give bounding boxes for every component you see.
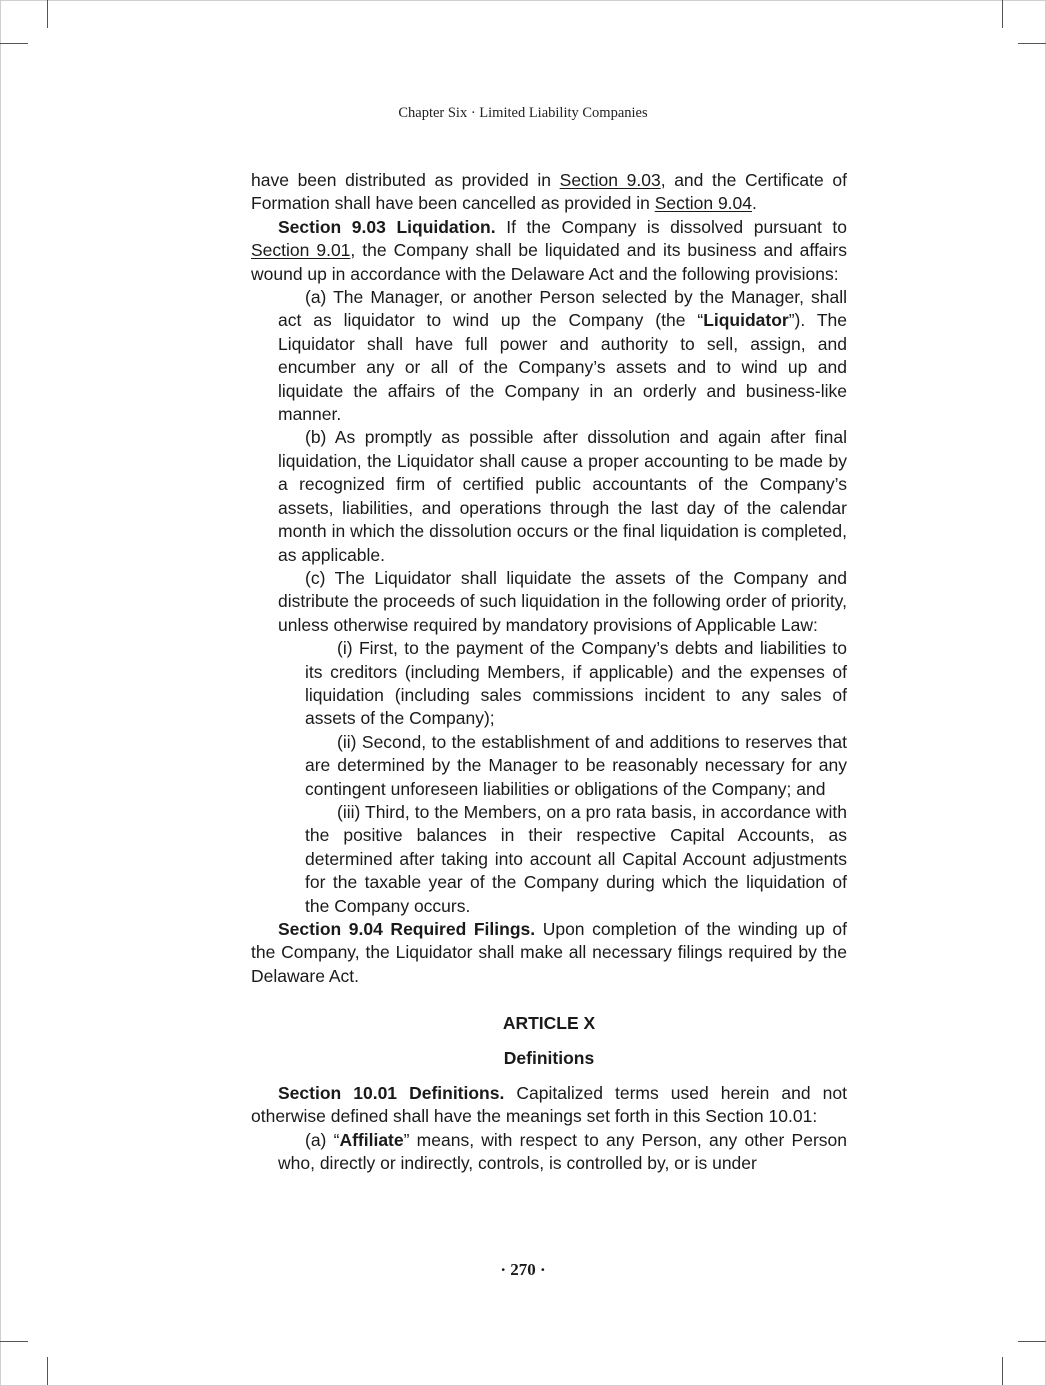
text: ”). The Liquidator shall have full power and authority to sell, assign, and encumber any or all of the Company’s assets and to wind up and liquidate the affairs of the Company in an orderly and business-like manner. <box>278 310 847 425</box>
text: (a) The Manager, or another Person selected by the Manager, shall act as liquidator to wind up the Company (the “ <box>278 287 847 331</box>
crop-mark <box>0 43 28 44</box>
defined-term: Affiliate <box>339 1129 404 1150</box>
text: , and the Certificate of Formation shall have been cancelled as provided in <box>251 170 847 214</box>
running-head: Chapter Six · Limited Liability Companies <box>398 105 648 121</box>
text: Upon completion of the winding up of the Company, the Liquidator shall make all necessary filings required by the Delaware Act. <box>251 919 848 986</box>
page-body <box>251 169 847 1176</box>
section-link-9-03[interactable]: Section 9.03 <box>559 170 661 190</box>
text: If the Company is dissolved pursuant to <box>495 216 848 237</box>
clause-a <box>278 286 847 426</box>
definition-affiliate <box>278 1129 847 1176</box>
defined-term: Liquidator <box>703 310 789 331</box>
text: , the Company shall be liquidated and its business and affairs wound up in accordance with the Delaware Act and the following provisions: <box>251 240 848 284</box>
text: ” means, with respect to any Person, any other Person who, directly or indirectly, controls, is controlled by, or is under <box>278 1129 847 1174</box>
section-heading: Section 10.01 Definitions. <box>278 1083 505 1104</box>
paragraph-continuation <box>251 169 847 216</box>
clause-iii: (iii) Third, to the Members, on a pro rata basis, in accordance with the positive balances in their respective Capital Accounts, as determined after taking into account all Capital Account adjustments for the taxable year of the Company during which the liquidation of the Company occurs. <box>305 801 847 916</box>
clause-ii: (ii) Second, to the establishment of and additions to reserves that are determined by the Manager to be reasonably necessary for any contingent unforeseen liabilities or obligations of the Company; and <box>305 731 847 799</box>
clause-b: (b) As promptly as possible after dissolution and again after final liquidation, the Liquidator shall cause a proper accounting to be made by a recognized firm of certified public accountants of the Company’s assets, liabilities, and operations through the last day of the calendar month in which the dissolution occurs or the final liquidation is completed, as applicable. <box>278 427 847 565</box>
crop-mark <box>1018 1341 1046 1342</box>
crop-mark <box>0 1341 28 1342</box>
section-9-03-paragraph <box>251 216 847 286</box>
article-title: ARTICLE X <box>502 1013 596 1034</box>
section-link-9-01[interactable]: Section 9.01 <box>251 240 351 261</box>
text: have been distributed as provided in <box>251 170 560 190</box>
section-9-04-paragraph <box>251 918 847 988</box>
crop-mark <box>1002 0 1003 28</box>
article-subtitle: Definitions <box>503 1047 595 1068</box>
clause-i: (i) First, to the payment of the Company’s debts and liabilities to its creditors (including Members, if applicable) and the expenses of liquidation (including sales commissions incident to any sales of assets of the Company); <box>305 638 847 729</box>
crop-mark <box>1018 43 1046 44</box>
clause-c: (c) The Liquidator shall liquidate the assets of the Company and distribute the proceeds of such liquidation in the following order of priority, unless otherwise required by mandatory provisions of Applicable Law: <box>278 567 847 635</box>
text: Capitalized terms used herein and not otherwise defined shall have the meanings set forth in this Section 10.01: <box>251 1083 847 1127</box>
crop-mark <box>47 0 48 28</box>
section-heading: Section 9.04 Required Filings. <box>278 919 536 939</box>
section-10-01-paragraph <box>251 1082 847 1129</box>
crop-mark <box>47 1357 48 1385</box>
page-number: · 270 · <box>500 1260 546 1279</box>
text: . <box>752 193 757 214</box>
crop-mark <box>1002 1357 1003 1385</box>
section-link-9-04[interactable]: Section 9.04 <box>654 193 753 214</box>
section-heading: Section 9.03 Liquidation. <box>278 216 496 237</box>
text: (a) “ <box>305 1129 340 1150</box>
